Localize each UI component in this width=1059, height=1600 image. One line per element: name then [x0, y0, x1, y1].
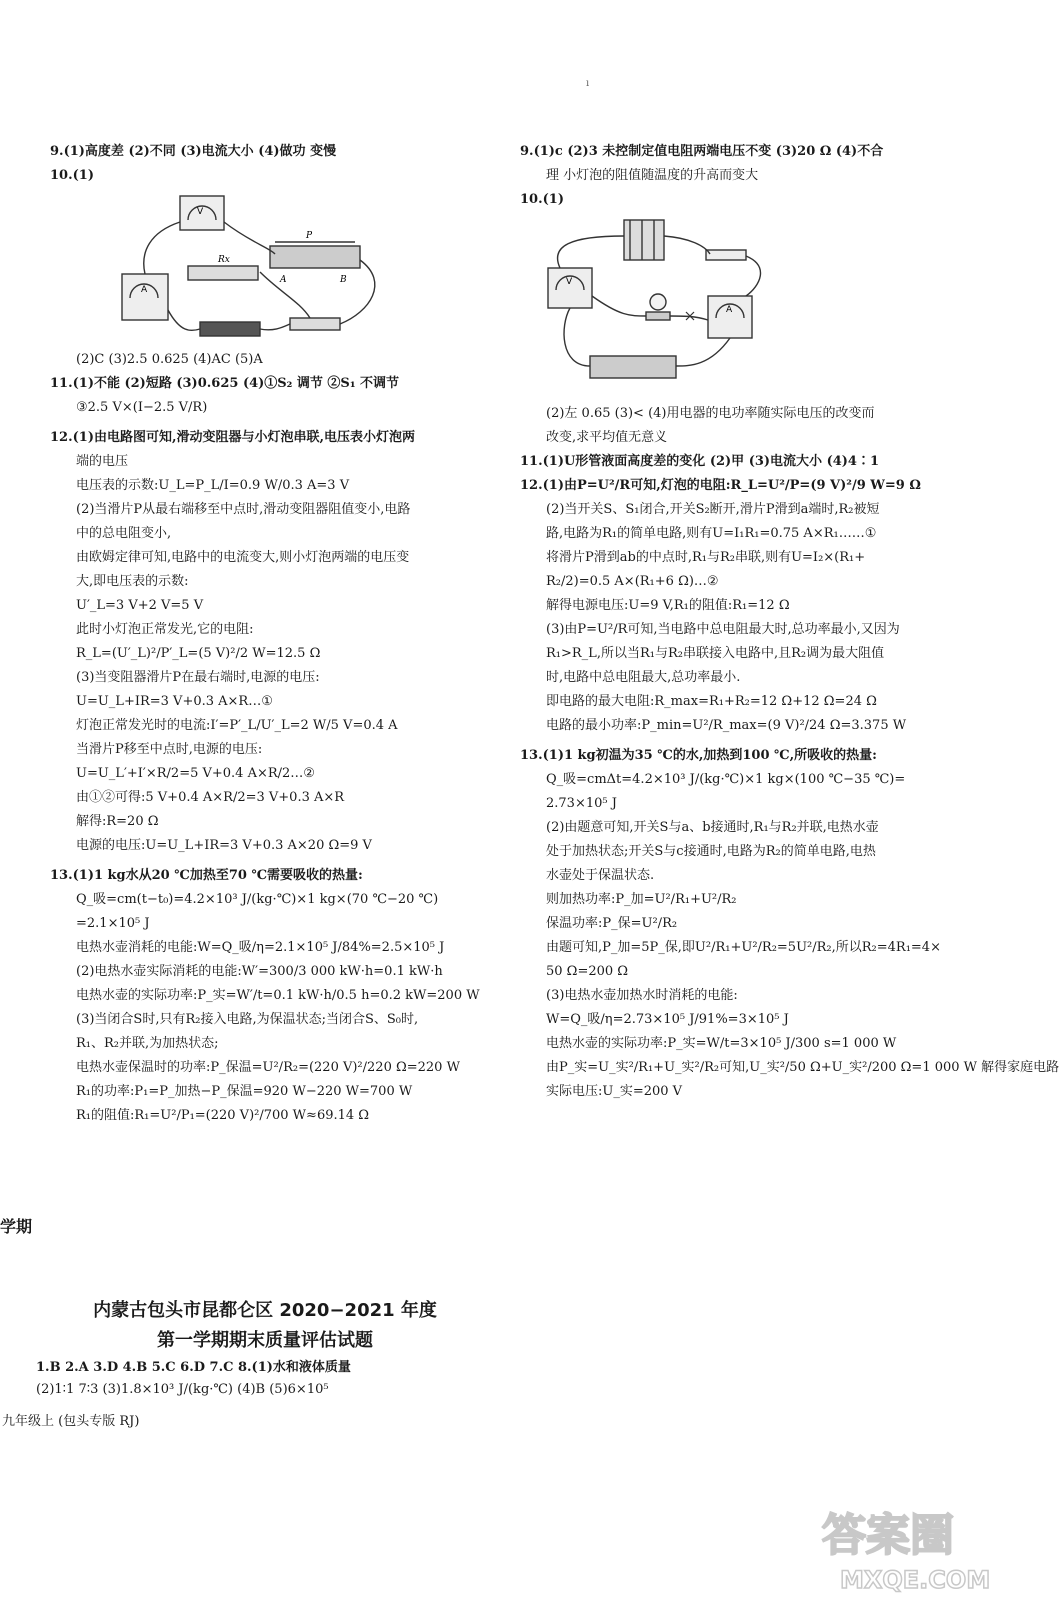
right-q13-l11: W=Q_吸/η=2.73×10⁵ J/91%=3×10⁵ J	[546, 1012, 789, 1027]
left-column	[50, 140, 480, 1128]
fig-label-b: B	[340, 275, 347, 285]
right-q13-l5: 水壶处于保温状态.	[546, 868, 655, 883]
right-q9: 9.(1)c (2)3 未控制定值电阻两端电压不变 (3)20 Ω (4)不合	[520, 144, 884, 159]
right-q13-l7: 保温功率:P_保=U²/R₂	[546, 916, 678, 931]
left-q13-l7: R₁、R₂并联,为加热状态;	[76, 1036, 219, 1051]
left-q11: 11.(1)不能 (2)短路 (3)0.625 (4)①S₂ 调节 ②S₁ 不调节	[50, 376, 400, 391]
right-q12-l9: 即电路的最大电阻:R_max=R₁+R₂=12 Ω+12 Ω=24 Ω	[546, 694, 877, 709]
watermark-bottom: MXQE.COM	[840, 1566, 991, 1594]
right-q12-l5: 解得电源电压:U=9 V,R₁的阻值:R₁=12 Ω	[546, 598, 790, 613]
left-q9: 9.(1)高度差 (2)不同 (3)电流大小 (4)做功 变慢	[50, 144, 337, 159]
right-q13-l12: 电热水壶的实际功率:P_实=W/t=3×10⁵ J/300 s=1 000 W	[546, 1036, 897, 1051]
right-q12-l7: R₁>R_L,所以当R₁与R₂串联接入电路中,且R₂调为最大阻值	[546, 646, 885, 661]
circuit-diagram-right	[530, 216, 810, 396]
left-q13-l2: =2.1×10⁵ J	[76, 916, 150, 931]
right-q12-l2: 路,电路为R₁的简单电路,则有U=I₁R₁=0.75 A×R₁……①	[546, 526, 877, 541]
right-q13-l0: 13.(1)1 kg初温为35 ℃的水,加热到100 ℃,所吸收的热量:	[520, 748, 877, 763]
right-q11: 11.(1)U形管液面高度差的变化 (2)甲 (3)电流大小 (4)4∶1	[520, 454, 880, 469]
left-q13-l8: 电热水壶保温时的功率:P_保温=U²/R₂=(220 V)²/220 Ω=220 W	[76, 1060, 460, 1075]
left-q12-l9: R_L=(U′_L)²/P′_L=(5 V)²/2 W=12.5 Ω	[76, 646, 321, 661]
left-q12-l5: 由欧姆定律可知,电路中的电流变大,则小灯泡两端的电压变	[76, 550, 410, 565]
right-column	[520, 140, 1059, 1104]
left-q11-b: ③2.5 V×(I−2.5 V/R)	[76, 400, 208, 415]
right-q13-l13: 由P_实=U_实²/R₁+U_实²/R₂可知,U_实²/50 Ω+U_实²/200 Ω=1 000 W 解得家庭电路	[546, 1060, 1059, 1075]
left-q13-l6: (3)当闭合S时,只有R₂接入电路,为保温状态;当闭合S、S₀时,	[76, 1012, 419, 1027]
left-q12-l1: 端的电压	[76, 454, 129, 469]
left-q12-l0: 12.(1)由电路图可知,滑动变阻器与小灯泡串联,电压表小灯泡两	[50, 430, 416, 445]
left-q12-l16: 解得:R=20 Ω	[76, 814, 159, 829]
left-q12-l15: 由①②可得:5 V+0.4 A×R/2=3 V+0.3 A×R	[76, 790, 345, 805]
right-q12-l3: 将滑片P滑到ab的中点时,R₁与R₂串联,则有U=I₂×(R₁+	[546, 550, 866, 565]
watermark-logo	[818, 1500, 990, 1595]
right-q13-l8: 由题可知,P_加=5P_保,即U²/R₁+U²/R₂=5U²/R₂,所以R₂=4R₁=4×	[546, 940, 941, 955]
footer-grade: 九年级上 (包头专版 RJ)	[2, 1414, 140, 1429]
left-q12-l4: 中的总电阻变小,	[76, 526, 172, 541]
right-q12-l4: R₂/2)=0.5 A×(R₁+6 Ω)…②	[546, 574, 719, 589]
fig-label-ammeter: A	[141, 285, 148, 295]
fig-label-p: P	[306, 231, 313, 241]
left-q12-l17: 电源的电压:U=U_L+IR=3 V+0.3 A×20 Ω=9 V	[76, 838, 372, 853]
right-q10-l1: 改变,求平均值无意义	[546, 430, 668, 445]
section-title-line1: 内蒙古包头市昆都仑区 2020−2021 年度	[93, 1300, 437, 1321]
left-q12-l8: 此时小灯泡正常发光,它的电阻:	[76, 622, 254, 637]
right-q13-l10: (3)电热水壶加热水时消耗的电能:	[546, 988, 738, 1003]
right-q12-l1: (2)当开关S、S₁闭合,开关S₂断开,滑片P滑到a端时,R₂被短	[546, 502, 880, 517]
circuit-diagram-left	[110, 192, 410, 342]
right-q10-l0: (2)左 0.65 (3)< (4)用电器的电功率随实际电压的改变而	[546, 406, 875, 421]
circuit-left-svg	[110, 192, 410, 342]
watermark-top: 答案圈	[822, 1510, 954, 1561]
circuit-right-svg	[530, 216, 810, 396]
right-q13-l2: 2.73×10⁵ J	[546, 796, 617, 811]
answer-line-1: 1.B 2.A 3.D 4.B 5.C 6.D 7.C 8.(1)水和液体质量	[36, 1360, 351, 1375]
right-q12-l8: 时,电路中总电阻最大,总功率最小.	[546, 670, 741, 685]
right-q12-l0: 12.(1)由P=U²/R可知,灯泡的电阻:R_L=U²/P=(9 V)²/9 W=9 Ω	[520, 478, 921, 493]
left-q13-l10: R₁的阻值:R₁=U²/P₁=(220 V)²/700 W≈69.14 Ω	[76, 1108, 370, 1123]
watermark-svg	[818, 1500, 990, 1595]
right-q10-head: 10.(1)	[520, 192, 564, 207]
fig-label-a: A	[280, 275, 287, 285]
left-q12-l3: (2)当滑片P从最右端移至中点时,滑动变阻器阻值变小,电路	[76, 502, 411, 517]
section-title-line2: 第一学期期末质量评估试题	[157, 1330, 373, 1351]
left-q13-l9: R₁的功率:P₁=P_加热−P_保温=920 W−220 W=700 W	[76, 1084, 413, 1099]
right-q13-l3: (2)由题意可知,开关S与a、b接通时,R₁与R₂并联,电热水壶	[546, 820, 879, 835]
right-q13-l4: 处于加热状态;开关S与c接通时,电路为R₂的简单电路,电热	[546, 844, 876, 859]
left-q12-l6: 大,即电压表的示数:	[76, 574, 189, 589]
left-q10-head: 10.(1)	[50, 168, 94, 183]
answer-line-2: (2)1∶1 7∶3 (3)1.8×10³ J/(kg·℃) (4)B (5)6×10⁵	[36, 1382, 329, 1397]
fig-label-rx: Rx	[218, 255, 230, 265]
left-q10-rest: (2)C (3)2.5 0.625 (4)AC (5)A	[76, 352, 263, 367]
left-q13-l1: Q_吸=cm(t−t₀)=4.2×10³ J/(kg·℃)×1 kg×(70 ℃−20 ℃)	[76, 892, 439, 907]
edge-mark: 学期	[0, 1217, 33, 1236]
right-q13-l1: Q_吸=cmΔt=4.2×10³ J/(kg·℃)×1 kg×(100 ℃−35 ℃)=	[546, 772, 906, 787]
left-q12-l2: 电压表的示数:U_L=P_L/I=0.9 W/0.3 A=3 V	[76, 478, 350, 493]
fig-r-label-v: V	[566, 277, 573, 287]
left-q13-l0: 13.(1)1 kg水从20 ℃加热至70 ℃需要吸收的热量:	[50, 868, 363, 883]
right-q13-l14: 实际电压:U_实=200 V	[546, 1084, 683, 1099]
right-q12-l10: 电路的最小功率:P_min=U²/R_max=(9 V)²/24 Ω=3.375 W	[546, 718, 907, 733]
left-q13-l4: (2)电热水壶实际消耗的电能:W′=300/3 000 kW·h=0.1 kW·h	[76, 964, 443, 979]
left-q12-l12: 灯泡正常发光时的电流:I′=P′_L/U′_L=2 W/5 V=0.4 A	[76, 718, 398, 733]
left-q12-l10: (3)当变阻器滑片P在最右端时,电源的电压:	[76, 670, 320, 685]
fig-r-label-a: A	[726, 305, 733, 315]
left-q13-l3: 电热水壶消耗的电能:W=Q_吸/η=2.1×10⁵ J/84%=2.5×10⁵ J	[76, 940, 445, 955]
right-q12-l6: (3)由P=U²/R可知,当电路中总电阻最大时,总功率最小,又因为	[546, 622, 900, 637]
left-q12-l14: U=U_L′+I′×R/2=5 V+0.4 A×R/2…②	[76, 766, 315, 781]
left-q12-l7: U′_L=3 V+2 V=5 V	[76, 598, 204, 613]
right-q13-l6: 则加热功率:P_加=U²/R₁+U²/R₂	[546, 892, 737, 907]
right-q9-b: 理 小灯泡的阻值随温度的升高而变大	[546, 168, 759, 183]
scan-mark: ı	[586, 78, 590, 89]
left-q13-l5: 电热水壶的实际功率:P_实=W′/t=0.1 kW·h/0.5 h=0.2 kW=200 W	[76, 988, 480, 1003]
fig-label-v: V	[197, 207, 204, 217]
left-q12-l11: U=U_L+IR=3 V+0.3 A×R…①	[76, 694, 273, 709]
left-q12-l13: 当滑片P移至中点时,电源的电压:	[76, 742, 263, 757]
right-q13-l9: 50 Ω=200 Ω	[546, 964, 629, 979]
